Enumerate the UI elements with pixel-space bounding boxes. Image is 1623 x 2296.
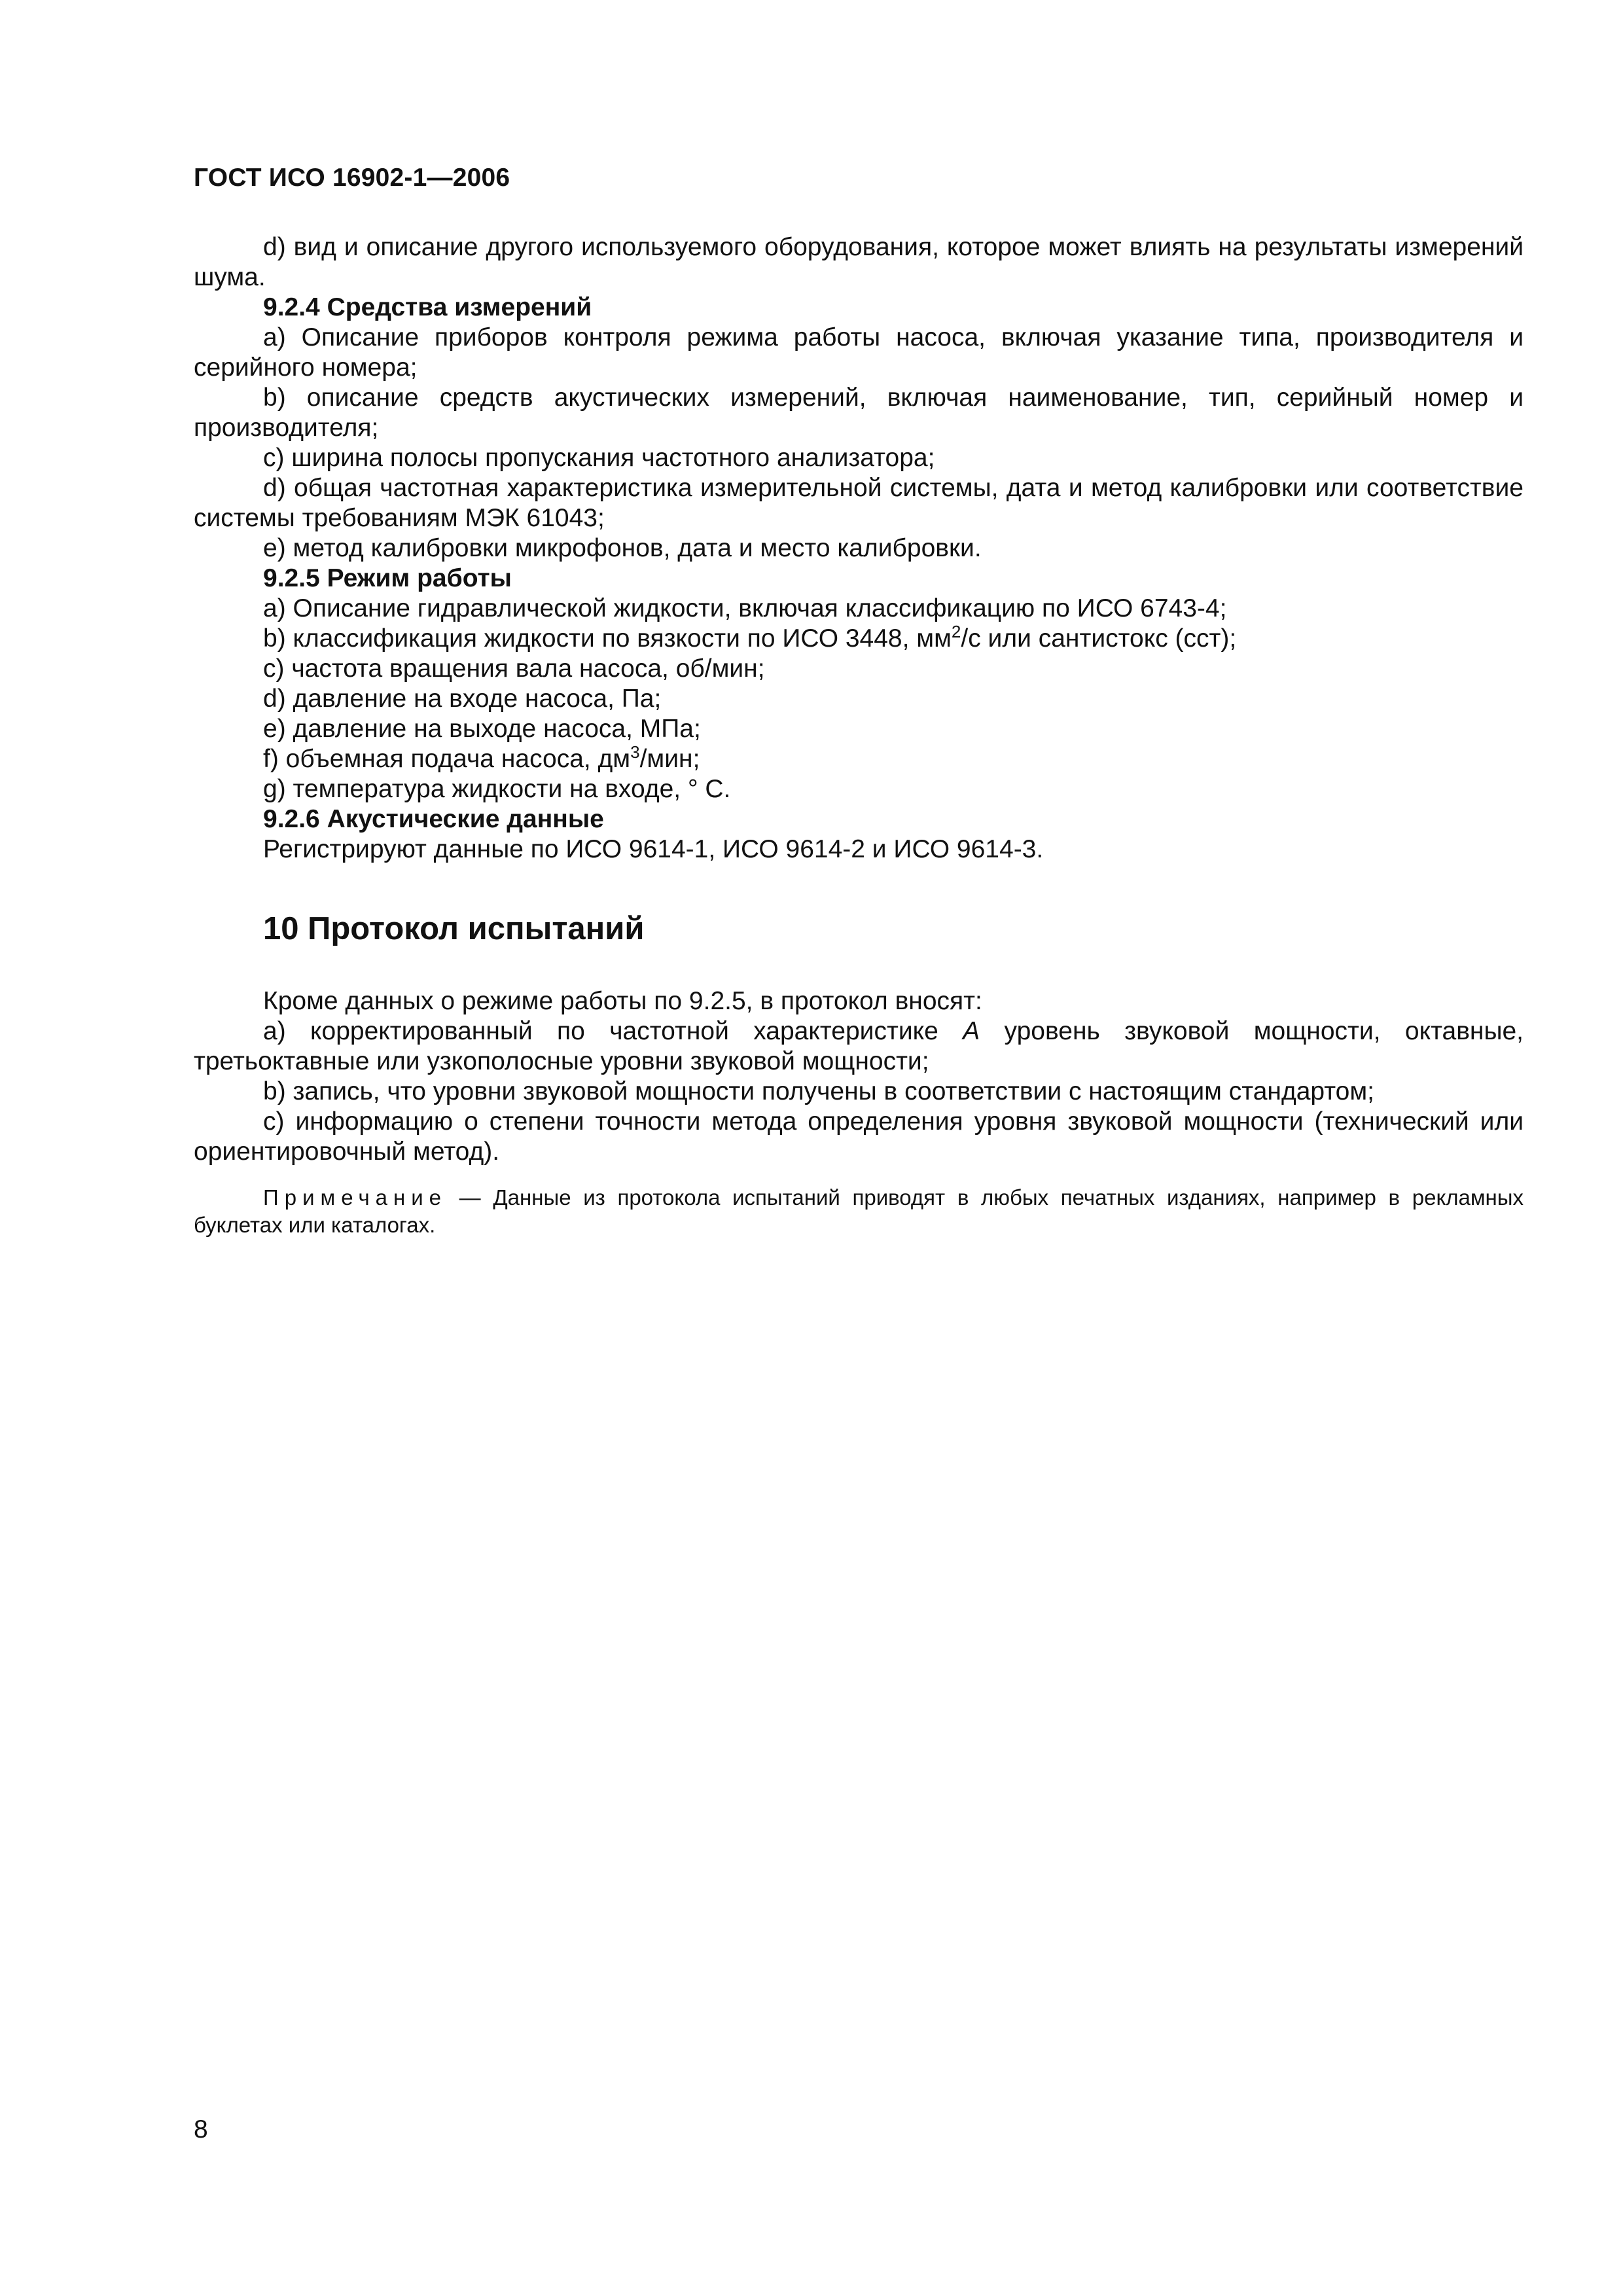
list-item-9-2-4-a: а) Описание приборов контроля режима работы насоса, включая указание типа, производителя и серийного номера; <box>194 323 1524 382</box>
note-text: — Данные из протокола испытаний приводят в любых печатных изданиях, например в рекламных буклетах или каталогах. <box>194 1185 1524 1237</box>
list-item-9-2-5-g: g) температура жидкости на входе, ° С. <box>263 775 731 803</box>
symbol-a-italic: А <box>963 1017 980 1045</box>
list-item-10-a-tail: уровень звуковой мощности, октавные, третьоктавные или узкополосные уровни звуковой мощности; <box>194 1017 1524 1075</box>
list-item-9-2-4-e: е) метод калибровки микрофонов, дата и место калибровки. <box>263 534 982 562</box>
paragraph-9-2-6: Регистрируют данные по ИСО 9614-1, ИСО 9614-2 и ИСО 9614-3. <box>263 835 1044 863</box>
list-item-9-2-5-e: е) давление на выходе насоса, МПа; <box>263 715 701 743</box>
list-item-9-2-5-f-tail: /мин; <box>639 745 700 773</box>
section-heading-9-2-6: 9.2.6 Акустические данные <box>263 805 604 833</box>
note-label: Примечание <box>263 1185 448 1210</box>
document-header: ГОСТ ИСО 16902-1—2006 <box>194 164 510 192</box>
list-item-9-2-4-b: b) описание средств акустических измерений, включая наименование, тип, серийный номер и производителя; <box>194 384 1524 442</box>
list-item-9-2-5-b-tail: /с или сантистокс (сст); <box>961 624 1237 653</box>
list-item-9-2-5-c: с) частота вращения вала насоса, об/мин; <box>263 655 765 683</box>
list-item-9-2-5-f <box>194 744 1524 774</box>
paragraph-10-intro: Кроме данных о режиме работы по 9.2.5, в протокол вносят: <box>263 987 982 1015</box>
list-item-9-2-5-f-text: f) объемная подача насоса, дм <box>263 745 631 773</box>
paragraph-item-d-equipment: d) вид и описание другого используемого оборудования, которое может влиять на результаты измерений шума. <box>194 233 1524 291</box>
note <box>194 1184 1524 1239</box>
section-heading-9-2-4: 9.2.4 Средства измерений <box>263 293 592 321</box>
list-item-9-2-5-b-text: b) классификация жидкости по вязкости по ИСО 3448, мм <box>263 624 952 653</box>
list-item-10-c: с) информацию о степени точности метода определения уровня звуковой мощности (технический или ориентировочный метод). <box>194 1107 1524 1166</box>
list-item-9-2-5-b <box>194 624 1524 654</box>
list-item-10-a <box>194 1016 1524 1077</box>
chapter-heading-10: 10 Протокол испытаний <box>263 911 645 946</box>
list-item-10-b: b) запись, что уровни звуковой мощности получены в соответствии с настоящим стандартом; <box>263 1077 1374 1105</box>
section-heading-9-2-5: 9.2.5 Режим работы <box>263 564 512 592</box>
list-item-9-2-5-a: а) Описание гидравлической жидкости, включая классификацию по ИСО 6743-4; <box>263 594 1227 622</box>
superscript-3: 3 <box>630 742 640 762</box>
list-item-10-a-text: а) корректированный по частотной характеристике <box>263 1017 963 1045</box>
document-body <box>194 232 1524 1239</box>
page-number: 8 <box>194 2115 208 2144</box>
list-item-9-2-4-c: с) ширина полосы пропускания частотного анализатора; <box>263 444 935 472</box>
list-item-9-2-5-d: d) давление на входе насоса, Па; <box>263 685 662 713</box>
list-item-9-2-4-d: d) общая частотная характеристика измерительной системы, дата и метод калибровки или соответствие системы требованиям МЭК 61043; <box>194 474 1524 532</box>
superscript-2: 2 <box>951 622 961 641</box>
